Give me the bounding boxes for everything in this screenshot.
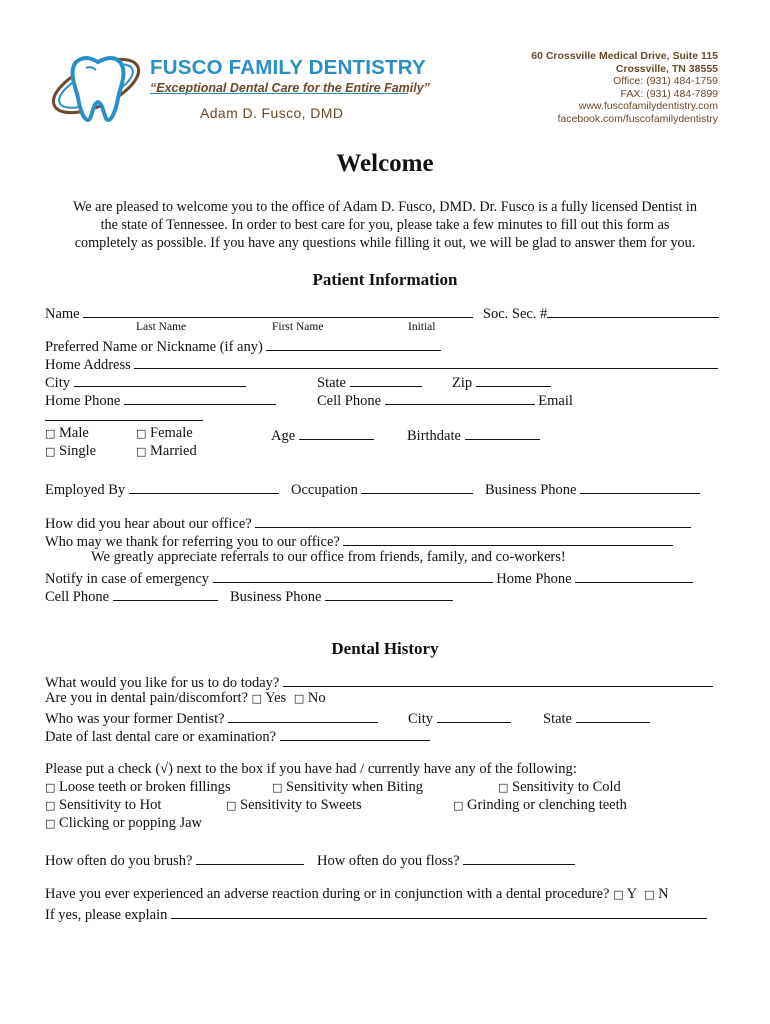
male-label: Male bbox=[59, 425, 89, 441]
city-field[interactable] bbox=[74, 372, 246, 387]
adverse-no-checkbox-icon[interactable]: □ bbox=[644, 888, 655, 901]
brush-field[interactable] bbox=[196, 850, 304, 865]
dentist-city-group bbox=[408, 708, 511, 728]
city-row-left bbox=[45, 372, 246, 392]
sens-biting-label: Sensitivity when Biting bbox=[286, 779, 423, 795]
business-phone-field[interactable] bbox=[580, 479, 700, 494]
married-option[interactable] bbox=[136, 443, 197, 460]
referrals-note: We greatly appreciate referrals to our office from friends, family, and co-workers! bbox=[91, 549, 566, 565]
emergency-cell-phone-label: Cell Phone bbox=[45, 589, 110, 605]
state-field[interactable] bbox=[350, 372, 422, 387]
pain-yes-checkbox-icon[interactable]: □ bbox=[251, 692, 262, 705]
emergency-business-phone-field[interactable] bbox=[325, 586, 453, 601]
explain-field[interactable] bbox=[171, 904, 707, 919]
welcome-line-3: completely as possible. If you have any questions while filling it out, we will be glad to answer them for you. bbox=[74, 235, 696, 251]
birthdate-group bbox=[407, 425, 540, 445]
zip-group bbox=[452, 372, 551, 392]
tooth-logo-icon bbox=[46, 44, 144, 128]
home-phone-field[interactable] bbox=[124, 390, 276, 405]
emergency-business-group bbox=[230, 586, 453, 606]
preferred-label: Preferred Name or Nickname (if any) bbox=[45, 339, 263, 355]
grinding-label: Grinding or clenching teeth bbox=[467, 797, 627, 813]
emergency-home-phone-field[interactable] bbox=[575, 568, 693, 583]
pain-yes-label: Yes bbox=[265, 690, 287, 706]
tagline: “Exceptional Dental Care for the Entire Family” bbox=[150, 81, 430, 95]
sens-biting-checkbox-icon[interactable]: □ bbox=[272, 781, 283, 794]
adverse-row bbox=[45, 886, 669, 903]
cell-phone-group bbox=[317, 390, 573, 410]
adverse-yes-checkbox-icon[interactable]: □ bbox=[613, 888, 624, 901]
emergency-business-phone-label: Business Phone bbox=[230, 589, 322, 605]
employed-by-field[interactable] bbox=[129, 479, 279, 494]
adverse-no-label: N bbox=[658, 886, 669, 902]
single-option[interactable] bbox=[45, 443, 96, 460]
home-phone-label: Home Phone bbox=[45, 393, 121, 409]
welcome-line-2: the state of Tennessee. In order to best care for you, please take a few minutes to fill out this form as bbox=[100, 217, 670, 233]
doctor-name: Adam D. Fusco, DMD bbox=[200, 105, 344, 121]
emergency-cell-phone-field[interactable] bbox=[113, 586, 218, 601]
zip-label: Zip bbox=[452, 375, 473, 391]
married-checkbox-icon[interactable]: □ bbox=[136, 445, 147, 458]
practice-name: FUSCO FAMILY DENTISTRY bbox=[150, 56, 426, 79]
sens-hot-option[interactable] bbox=[45, 797, 161, 814]
floss-field[interactable] bbox=[463, 850, 575, 865]
hear-about-label: How did you hear about our office? bbox=[45, 516, 252, 532]
pain-label: Are you in dental pain/discomfort? bbox=[45, 690, 248, 706]
grinding-checkbox-icon[interactable]: □ bbox=[453, 799, 464, 812]
explain-row bbox=[45, 904, 707, 924]
check-intro: Please put a check (√) next to the box if you have had / currently have any of the following: bbox=[45, 761, 577, 777]
birthdate-label: Birthdate bbox=[407, 428, 461, 444]
former-dentist-field[interactable] bbox=[228, 708, 378, 723]
referring-row bbox=[45, 531, 673, 551]
adverse-yes-label: Y bbox=[626, 886, 637, 902]
male-option[interactable] bbox=[45, 425, 89, 442]
married-label: Married bbox=[150, 443, 197, 459]
state-label: State bbox=[317, 375, 346, 391]
pain-no-checkbox-icon[interactable]: □ bbox=[293, 692, 305, 705]
state-group bbox=[317, 372, 422, 392]
preferred-row bbox=[45, 336, 441, 356]
welcome-line-1: We are pleased to welcome you to the office of Adam D. Fusco, DMD. Dr. Fusco is a fully licensed Dentist in bbox=[73, 199, 697, 215]
last-care-field[interactable] bbox=[280, 726, 430, 741]
dentist-state-group bbox=[543, 708, 650, 728]
brush-label: How often do you brush? bbox=[45, 853, 193, 869]
email-label: Email bbox=[538, 393, 573, 409]
loose-teeth-checkbox-icon[interactable]: □ bbox=[45, 781, 56, 794]
sens-biting-option[interactable] bbox=[272, 779, 423, 796]
emergency-cell-row bbox=[45, 586, 218, 606]
city-label: City bbox=[45, 375, 70, 391]
hear-about-field[interactable] bbox=[255, 513, 691, 528]
age-field[interactable] bbox=[299, 425, 374, 440]
female-option[interactable] bbox=[136, 425, 193, 442]
ssn-label: Soc. Sec. # bbox=[482, 306, 548, 322]
single-checkbox-icon[interactable]: □ bbox=[45, 445, 56, 458]
floss-group bbox=[317, 850, 575, 870]
clicking-label: Clicking or popping Jaw bbox=[59, 815, 203, 831]
age-group bbox=[271, 425, 374, 445]
name-row bbox=[45, 303, 719, 323]
last-care-label: Date of last dental care or examination? bbox=[45, 729, 277, 745]
patient-info-title: Patient Information bbox=[312, 270, 458, 289]
address-line-2: Crossville, TN 38555 bbox=[615, 62, 718, 75]
female-label: Female bbox=[150, 425, 193, 441]
hear-about-row bbox=[45, 513, 691, 533]
preferred-field[interactable] bbox=[266, 336, 441, 351]
loose-teeth-option[interactable] bbox=[45, 779, 231, 796]
business-phone-group bbox=[485, 479, 700, 499]
loose-teeth-label: Loose teeth or broken fillings bbox=[59, 779, 231, 795]
last-name-caption: Last Name bbox=[136, 321, 187, 333]
welcome-paragraph bbox=[0, 198, 770, 252]
ssn-field[interactable] bbox=[547, 303, 719, 318]
emergency-field[interactable] bbox=[213, 568, 493, 583]
occupation-group bbox=[291, 479, 473, 499]
occupation-field[interactable] bbox=[361, 479, 473, 494]
initial-caption: Initial bbox=[408, 321, 436, 333]
employed-by-label: Employed By bbox=[45, 482, 126, 498]
first-name-caption: First Name bbox=[272, 321, 324, 333]
single-label: Single bbox=[59, 443, 97, 459]
name-label: Name bbox=[45, 306, 80, 322]
clicking-checkbox-icon[interactable]: □ bbox=[45, 817, 56, 830]
fax-number: FAX: (931) 484-7899 bbox=[620, 87, 718, 100]
email-field-row bbox=[45, 406, 203, 426]
former-dentist-label: Who was your former Dentist? bbox=[45, 711, 225, 727]
today-label: What would you like for us to do today? bbox=[45, 675, 280, 691]
dentist-state-label: State bbox=[543, 711, 572, 727]
floss-label: How often do you floss? bbox=[317, 853, 460, 869]
clicking-option[interactable] bbox=[45, 815, 202, 832]
sens-cold-option[interactable] bbox=[498, 779, 621, 796]
sens-hot-label: Sensitivity to Hot bbox=[59, 797, 162, 813]
dentist-city-field[interactable] bbox=[437, 708, 511, 723]
dental-history-title: Dental History bbox=[331, 639, 439, 658]
cell-phone-field[interactable] bbox=[385, 390, 535, 405]
emergency-row bbox=[45, 568, 693, 588]
birthdate-field[interactable] bbox=[465, 425, 540, 440]
former-dentist-row bbox=[45, 708, 378, 728]
referring-field[interactable] bbox=[343, 531, 673, 546]
sens-sweets-option[interactable] bbox=[226, 797, 362, 814]
zip-field[interactable] bbox=[476, 372, 551, 387]
today-field[interactable] bbox=[283, 672, 713, 687]
sens-cold-label: Sensitivity to Cold bbox=[512, 779, 621, 795]
email-field[interactable] bbox=[45, 406, 203, 421]
adverse-label: Have you ever experienced an adverse reaction during or in conjunction with a dental procedure? bbox=[45, 886, 610, 902]
grinding-option[interactable] bbox=[453, 797, 627, 814]
sens-cold-checkbox-icon[interactable]: □ bbox=[498, 781, 509, 794]
home-address-label: Home Address bbox=[45, 357, 131, 373]
female-checkbox-icon[interactable]: □ bbox=[136, 427, 147, 440]
last-care-row bbox=[45, 726, 430, 746]
website-link[interactable]: www.fuscofamilydentistry.com bbox=[578, 100, 718, 112]
cell-phone-label: Cell Phone bbox=[317, 393, 382, 409]
sens-sweets-label: Sensitivity to Sweets bbox=[240, 797, 362, 813]
sens-sweets-checkbox-icon[interactable]: □ bbox=[226, 799, 237, 812]
address-line-1: 60 Crossville Medical Drive, Suite 115 bbox=[531, 50, 718, 62]
name-field[interactable] bbox=[83, 303, 473, 318]
contact-block bbox=[531, 50, 718, 125]
emergency-home-phone-label: Home Phone bbox=[496, 571, 572, 587]
male-checkbox-icon[interactable]: □ bbox=[45, 427, 56, 440]
facebook-link[interactable]: facebook.com/fuscofamilydentistry bbox=[557, 112, 718, 125]
dentist-state-field[interactable] bbox=[576, 708, 650, 723]
tagline-divider bbox=[150, 93, 408, 94]
today-row bbox=[45, 672, 713, 692]
referring-label: Who may we thank for referring you to our office? bbox=[45, 534, 340, 550]
brush-group bbox=[45, 850, 304, 870]
age-label: Age bbox=[271, 428, 296, 444]
pain-row bbox=[45, 690, 326, 707]
address-row bbox=[45, 354, 718, 374]
office-phone: Office: (931) 484-1759 bbox=[613, 75, 718, 87]
home-address-field[interactable] bbox=[134, 354, 718, 369]
welcome-title: Welcome bbox=[336, 150, 434, 177]
employed-group bbox=[45, 479, 279, 499]
pain-no-label: No bbox=[307, 690, 326, 706]
explain-label: If yes, please explain bbox=[45, 907, 168, 923]
emergency-label: Notify in case of emergency bbox=[45, 571, 210, 587]
sens-hot-checkbox-icon[interactable]: □ bbox=[45, 799, 56, 812]
occupation-label: Occupation bbox=[291, 482, 358, 498]
business-phone-label: Business Phone bbox=[485, 482, 577, 498]
dentist-city-label: City bbox=[408, 711, 433, 727]
